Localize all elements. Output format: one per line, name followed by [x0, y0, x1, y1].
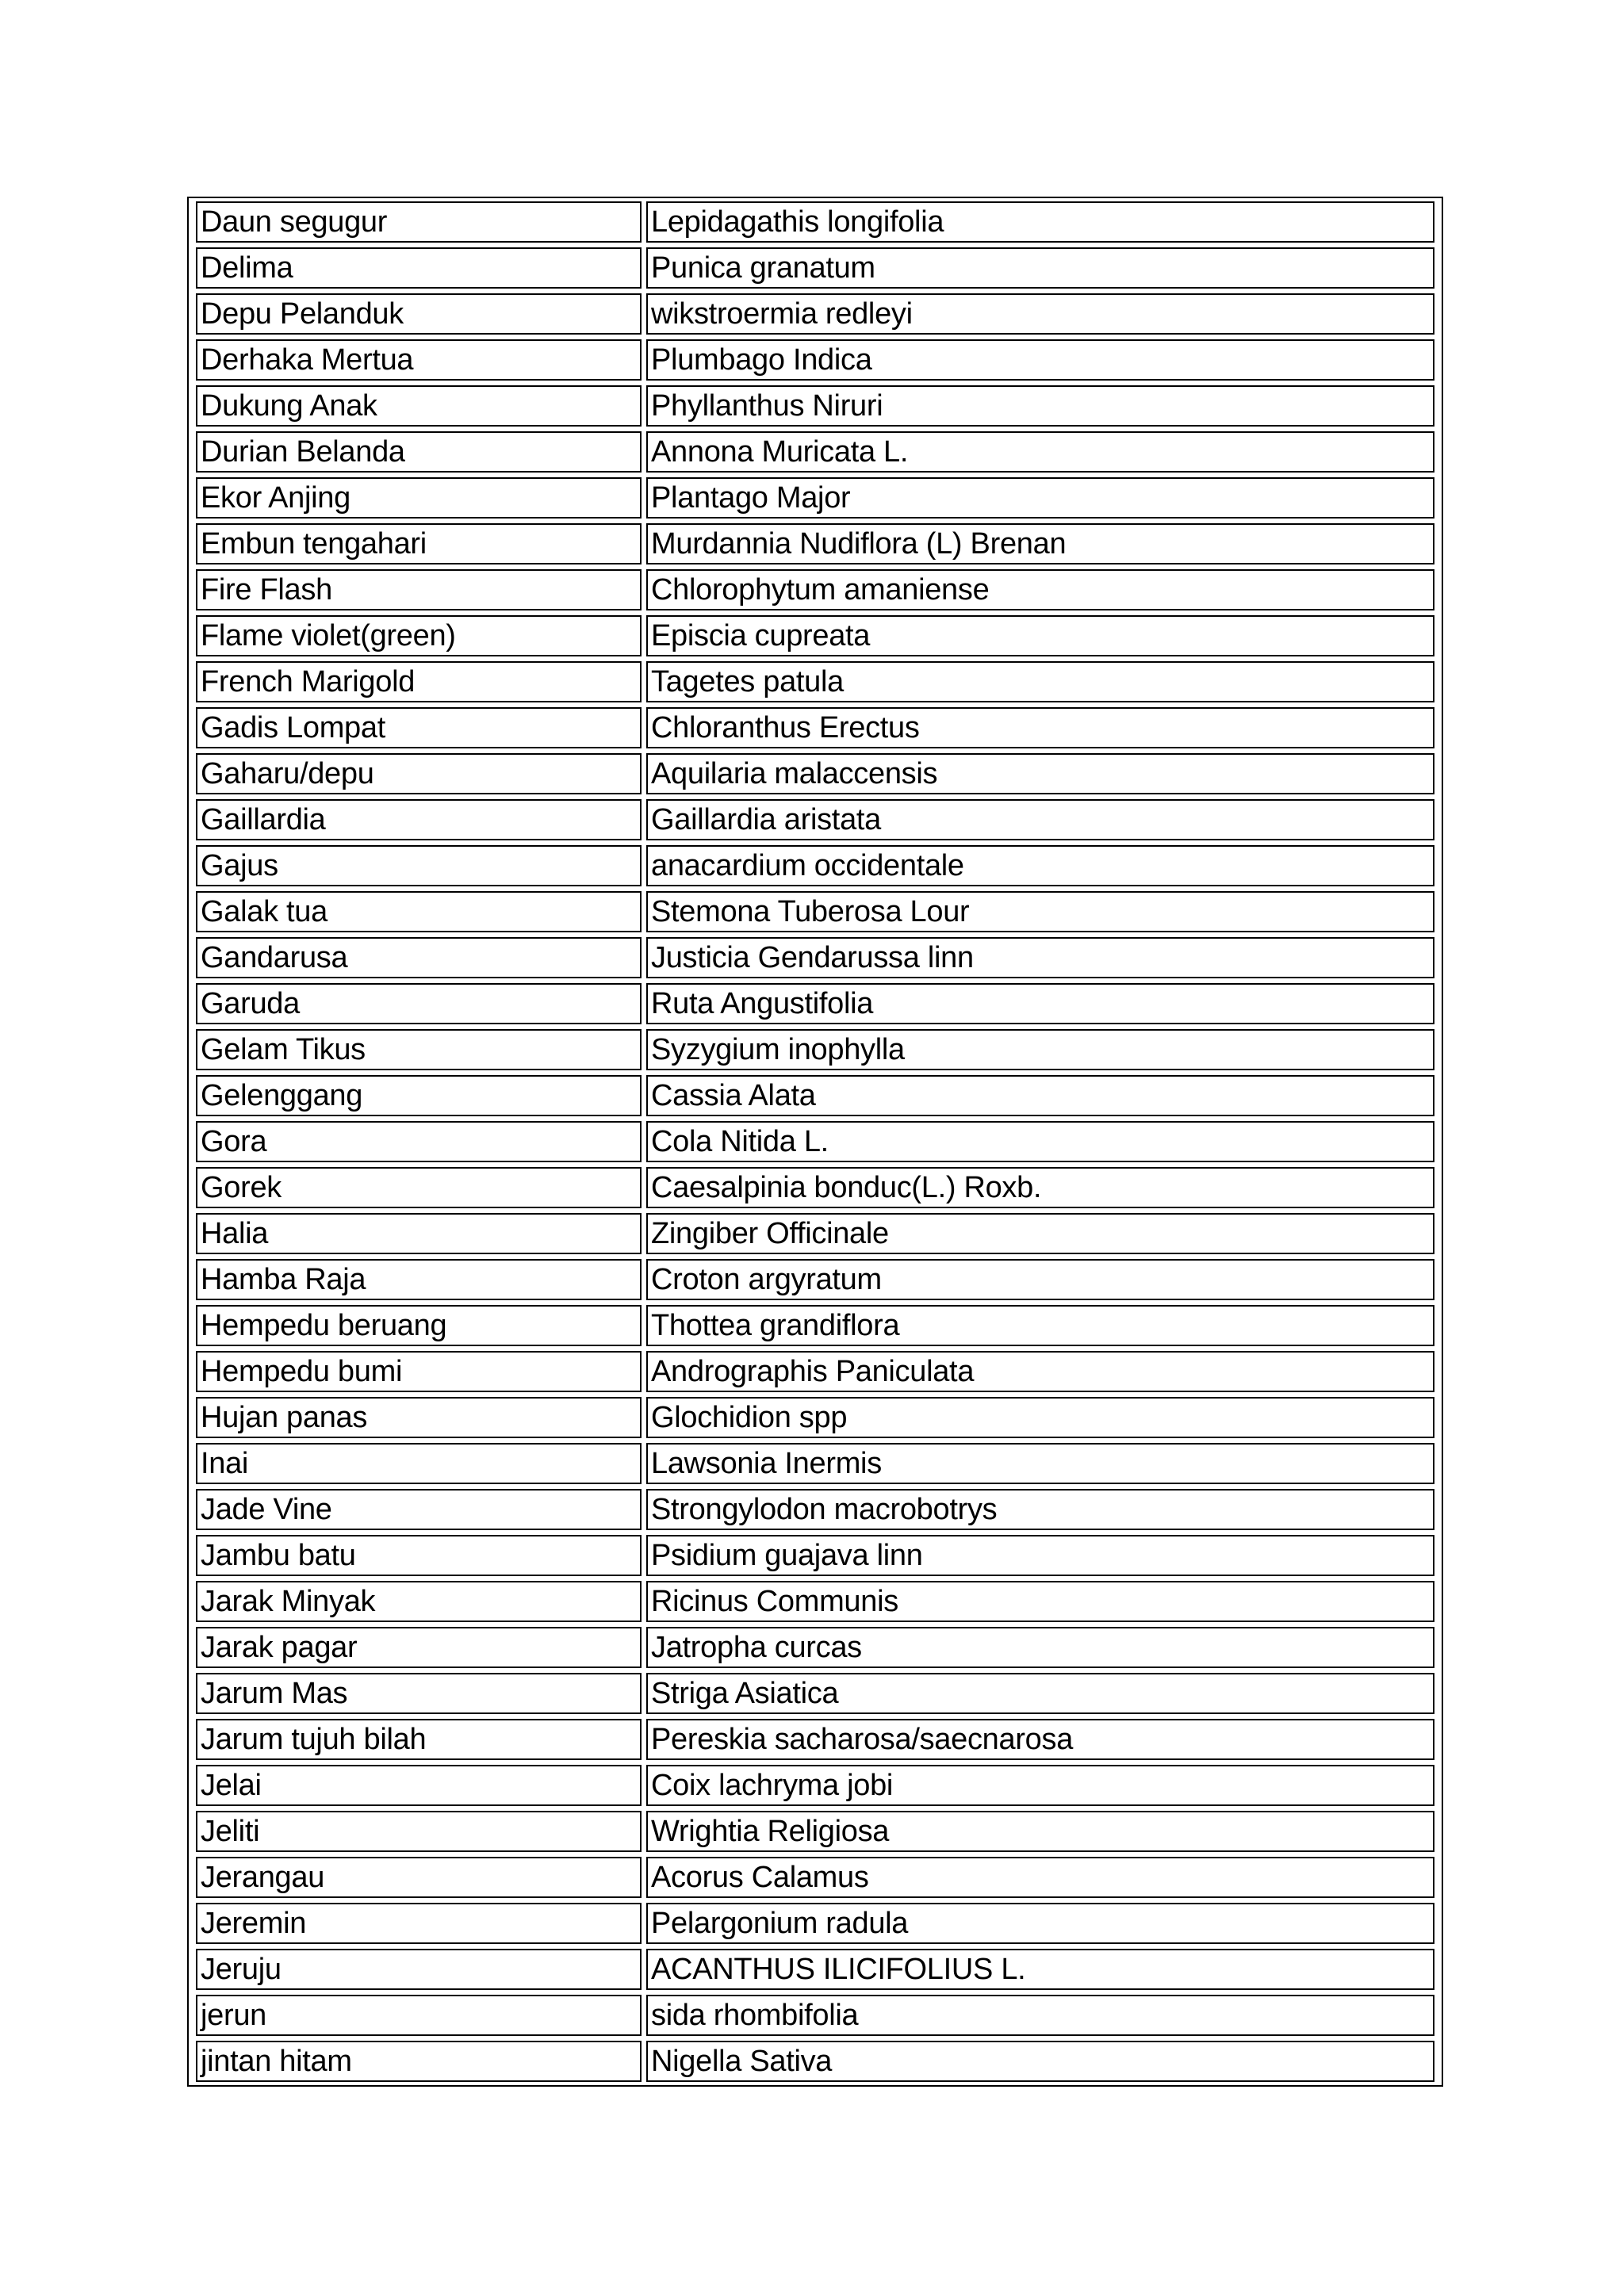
- local-name-cell: Jade Vine: [196, 1489, 642, 1530]
- table-row: [196, 1995, 1434, 2036]
- scientific-name-cell: Cola Nitida L.: [646, 1121, 1434, 1162]
- scientific-name-cell: Striga Asiatica: [646, 1673, 1434, 1714]
- scientific-name-cell: Nigella Sativa: [646, 2041, 1434, 2082]
- scientific-name-cell: Ruta Angustifolia: [646, 983, 1434, 1024]
- scientific-name-cell: Lawsonia Inermis: [646, 1443, 1434, 1484]
- local-name-cell: Jarum Mas: [196, 1673, 642, 1714]
- local-name-cell: Halia: [196, 1213, 642, 1254]
- table-row: [196, 1443, 1434, 1484]
- local-name-cell: Gaillardia: [196, 799, 642, 840]
- table-row: [196, 1535, 1434, 1576]
- table-row: [196, 1167, 1434, 1208]
- local-name-cell: jintan hitam: [196, 2041, 642, 2082]
- table-row: [196, 1075, 1434, 1116]
- table-row: [196, 983, 1434, 1024]
- local-name-cell: Gorek: [196, 1167, 642, 1208]
- local-name-cell: Hempedu beruang: [196, 1305, 642, 1346]
- scientific-name-cell: Croton argyratum: [646, 1259, 1434, 1300]
- table-row: [196, 799, 1434, 840]
- local-name-cell: Gajus: [196, 845, 642, 886]
- scientific-name-cell: Cassia Alata: [646, 1075, 1434, 1116]
- table-row: [196, 937, 1434, 978]
- table-row: [196, 1213, 1434, 1254]
- scientific-name-cell: Thottea grandiflora: [646, 1305, 1434, 1346]
- scientific-name-cell: Psidium guajava linn: [646, 1535, 1434, 1576]
- local-name-cell: Hamba Raja: [196, 1259, 642, 1300]
- table-row: [196, 1903, 1434, 1944]
- local-name-cell: Hempedu bumi: [196, 1351, 642, 1392]
- scientific-name-cell: Gaillardia aristata: [646, 799, 1434, 840]
- local-name-cell: Inai: [196, 1443, 642, 1484]
- local-name-cell: Daun segugur: [196, 201, 642, 243]
- scientific-name-cell: Pelargonium radula: [646, 1903, 1434, 1944]
- local-name-cell: French Marigold: [196, 661, 642, 702]
- table-row: [196, 1811, 1434, 1852]
- scientific-name-cell: Annona Muricata L.: [646, 431, 1434, 473]
- local-name-cell: Fire Flash: [196, 569, 642, 610]
- table-row: [196, 1765, 1434, 1806]
- local-name-cell: Jeremin: [196, 1903, 642, 1944]
- local-name-cell: Jeliti: [196, 1811, 642, 1852]
- table-row: [196, 569, 1434, 610]
- local-name-cell: Jelai: [196, 1765, 642, 1806]
- local-name-cell: Dukung Anak: [196, 385, 642, 427]
- scientific-name-cell: ACANTHUS ILICIFOLIUS L.: [646, 1949, 1434, 1990]
- scientific-name-cell: Coix lachryma jobi: [646, 1765, 1434, 1806]
- table-row: [196, 1121, 1434, 1162]
- table-row: [196, 385, 1434, 427]
- local-name-cell: Gadis Lompat: [196, 707, 642, 748]
- local-name-cell: Flame violet(green): [196, 615, 642, 656]
- table-row: [196, 753, 1434, 794]
- table-row: [196, 845, 1434, 886]
- table-row: [196, 2041, 1434, 2082]
- scientific-name-cell: Glochidion spp: [646, 1397, 1434, 1438]
- plant-table-body: [196, 201, 1434, 2082]
- local-name-cell: Garuda: [196, 983, 642, 1024]
- local-name-cell: Embun tengahari: [196, 523, 642, 564]
- scientific-name-cell: Chlorophytum amaniense: [646, 569, 1434, 610]
- scientific-name-cell: Chloranthus Erectus: [646, 707, 1434, 748]
- table-row: [196, 1673, 1434, 1714]
- scientific-name-cell: Zingiber Officinale: [646, 1213, 1434, 1254]
- plant-names-table-frame: [187, 197, 1443, 2087]
- scientific-name-cell: sida rhombifolia: [646, 1995, 1434, 2036]
- scientific-name-cell: Tagetes patula: [646, 661, 1434, 702]
- table-row: [196, 1949, 1434, 1990]
- scientific-name-cell: Plumbago Indica: [646, 339, 1434, 381]
- table-row: [196, 707, 1434, 748]
- local-name-cell: Jambu batu: [196, 1535, 642, 1576]
- table-row: [196, 247, 1434, 289]
- table-row: [196, 201, 1434, 243]
- table-row: [196, 1351, 1434, 1392]
- table-row: [196, 293, 1434, 335]
- scientific-name-cell: Jatropha curcas: [646, 1627, 1434, 1668]
- table-row: [196, 477, 1434, 519]
- scientific-name-cell: Plantago Major: [646, 477, 1434, 519]
- table-row: [196, 1397, 1434, 1438]
- table-row: [196, 1029, 1434, 1070]
- scientific-name-cell: Stemona Tuberosa Lour: [646, 891, 1434, 932]
- local-name-cell: Gandarusa: [196, 937, 642, 978]
- scientific-name-cell: Episcia cupreata: [646, 615, 1434, 656]
- table-row: [196, 1719, 1434, 1760]
- table-row: [196, 891, 1434, 932]
- scientific-name-cell: Murdannia Nudiflora (L) Brenan: [646, 523, 1434, 564]
- table-row: [196, 1305, 1434, 1346]
- local-name-cell: Gora: [196, 1121, 642, 1162]
- local-name-cell: Depu Pelanduk: [196, 293, 642, 335]
- local-name-cell: Delima: [196, 247, 642, 289]
- scientific-name-cell: Ricinus Communis: [646, 1581, 1434, 1622]
- table-row: [196, 523, 1434, 564]
- local-name-cell: jerun: [196, 1995, 642, 2036]
- scientific-name-cell: anacardium occidentale: [646, 845, 1434, 886]
- scientific-name-cell: Lepidagathis longifolia: [646, 201, 1434, 243]
- table-row: [196, 661, 1434, 702]
- scientific-name-cell: Andrographis Paniculata: [646, 1351, 1434, 1392]
- table-row: [196, 615, 1434, 656]
- scientific-name-cell: Wrightia Religiosa: [646, 1811, 1434, 1852]
- table-row: [196, 1259, 1434, 1300]
- table-row: [196, 1581, 1434, 1622]
- local-name-cell: Gelenggang: [196, 1075, 642, 1116]
- scientific-name-cell: wikstroermia redleyi: [646, 293, 1434, 335]
- local-name-cell: Hujan panas: [196, 1397, 642, 1438]
- scientific-name-cell: Punica granatum: [646, 247, 1434, 289]
- scientific-name-cell: Justicia Gendarussa linn: [646, 937, 1434, 978]
- local-name-cell: Jarak Minyak: [196, 1581, 642, 1622]
- table-row: [196, 431, 1434, 473]
- table-row: [196, 1627, 1434, 1668]
- local-name-cell: Jeruju: [196, 1949, 642, 1990]
- local-name-cell: Galak tua: [196, 891, 642, 932]
- table-row: [196, 1489, 1434, 1530]
- local-name-cell: Jarak pagar: [196, 1627, 642, 1668]
- local-name-cell: Gaharu/depu: [196, 753, 642, 794]
- scientific-name-cell: Phyllanthus Niruri: [646, 385, 1434, 427]
- scientific-name-cell: Acorus Calamus: [646, 1857, 1434, 1898]
- scientific-name-cell: Caesalpinia bonduc(L.) Roxb.: [646, 1167, 1434, 1208]
- scientific-name-cell: Aquilaria malaccensis: [646, 753, 1434, 794]
- local-name-cell: Jerangau: [196, 1857, 642, 1898]
- plant-names-table: [191, 197, 1439, 2087]
- scientific-name-cell: Pereskia sacharosa/saecnarosa: [646, 1719, 1434, 1760]
- local-name-cell: Gelam Tikus: [196, 1029, 642, 1070]
- scientific-name-cell: Strongylodon macrobotrys: [646, 1489, 1434, 1530]
- scientific-name-cell: Syzygium inophylla: [646, 1029, 1434, 1070]
- table-row: [196, 1857, 1434, 1898]
- table-row: [196, 339, 1434, 381]
- local-name-cell: Durian Belanda: [196, 431, 642, 473]
- local-name-cell: Ekor Anjing: [196, 477, 642, 519]
- local-name-cell: Derhaka Mertua: [196, 339, 642, 381]
- local-name-cell: Jarum tujuh bilah: [196, 1719, 642, 1760]
